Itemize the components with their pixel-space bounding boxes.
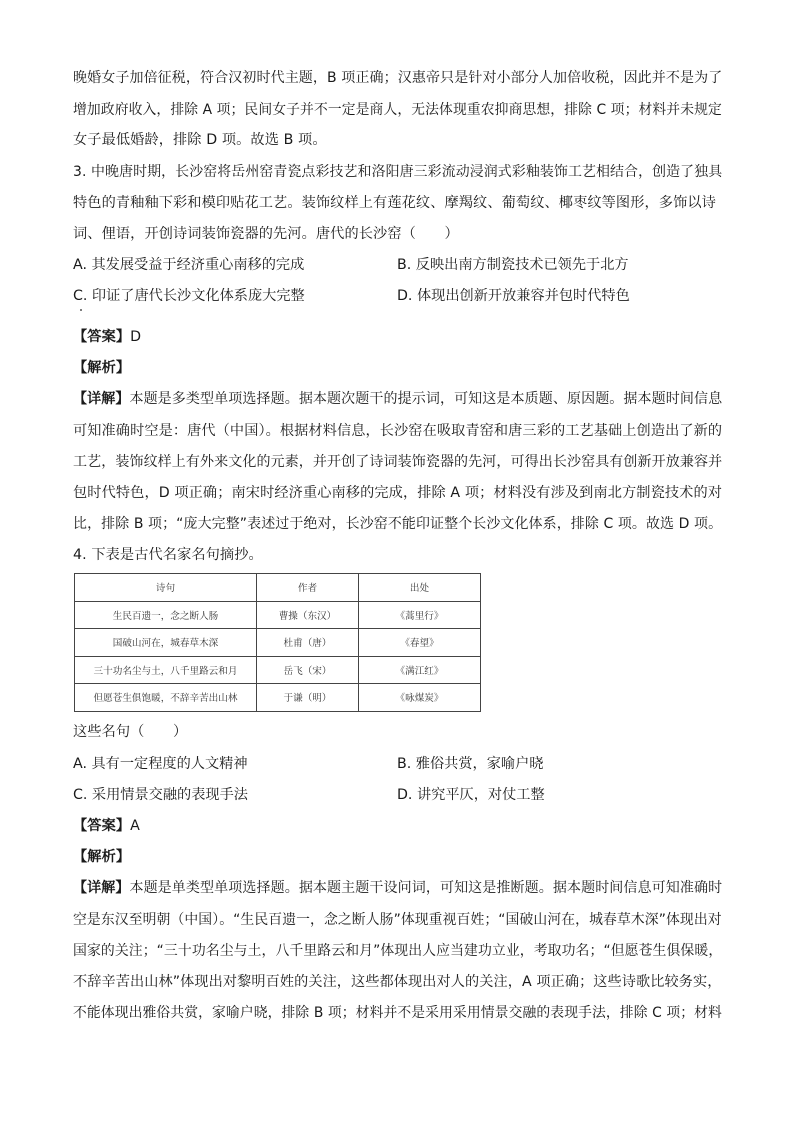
table-cell: 但愿苍生俱饱暖，不辞辛苦出山林 [75, 684, 257, 712]
question-4-detail-line: 空是东汉至明朝（中国）。“生民百遗一，念之断人肠”体现重视百姓；“国破山河在，城春草木深”体现出对 [73, 912, 722, 928]
question-3-detail-line: 工艺，装饰纹样上有外来文化的元素，并开创了诗词装饰瓷器的先河，可得出长沙窑具有创新开放兼容并 [73, 454, 723, 470]
table-cell: 杜甫（唐） [257, 629, 359, 657]
question-3-option-c: C. 印证了唐代长沙文化体系庞大完整 [73, 288, 305, 304]
question-3-detail-line: 包时代特色，D 项正确；南宋时经济重心南移的完成，排除 A 项；材料没有涉及到南北方制瓷技术的对 [73, 485, 723, 501]
text-line: 晚婚女子加倍征税，符合汉初时代主题，B 项正确；汉惠帝只是针对小部分人加倍收税，因此并不是为了 [73, 70, 723, 86]
table-cell: 于谦（明） [257, 684, 359, 712]
poems-table [74, 573, 481, 712]
table-cell: 三十功名尘与土，八千里路云和月 [75, 656, 257, 684]
table-cell: 《满江红》 [359, 656, 481, 684]
question-3-stem-line: 3. 中晚唐时期，长沙窑将岳州窑青瓷点彩技艺和洛阳唐三彩流动浸润式彩釉装饰工艺相结合，创造了独具 [73, 164, 723, 180]
question-4-detail-line: 国家的关注；“三十功名尘与土，八千里路云和月”体现出人应当建功立业，考取功名；“但愿苍生俱保暖， [73, 943, 723, 959]
text-line: 女子最低婚龄，排除 D 项。故选 B 项。 [73, 132, 327, 148]
question-4-analysis-tag [73, 847, 130, 867]
stray-dot [80, 309, 82, 311]
question-4-stem: 4. 下表是古代名家名句摘抄。 [73, 547, 263, 563]
analysis-tag: 【解析】 [73, 849, 131, 865]
answer-value: D [130, 329, 142, 345]
table-row [75, 684, 481, 712]
detail-text: 本题是单类型单项选择题。据本题主题干设问词，可知这是推断题。据本题时间信息可知准确时 [129, 880, 723, 896]
question-4-detail-line: 不辞辛苦出山林”体现出对黎明百姓的关注，这些都体现出对人的关注，A 项正确；这些诗歌比较务实， [73, 974, 722, 990]
question-3-option-b: B. 反映出南方制瓷技术已领先于北方 [397, 257, 629, 273]
detail-tag: 【详解】 [73, 880, 130, 896]
table-cell: 岳飞（宋） [257, 656, 359, 684]
answer-value: A [130, 818, 140, 834]
detail-tag: 【详解】 [73, 391, 130, 407]
text-line: 增加政府收入，排除 A 项；民间女子并不一定是商人，无法体现重农抑商思想，排除 C 项；材料并未规定 [73, 102, 722, 118]
table-cell: 生民百遗一，念之断人肠 [75, 601, 257, 629]
question-3-answer [73, 327, 141, 347]
answer-tag: 【答案】 [73, 818, 131, 834]
question-3-detail-line [73, 389, 722, 409]
question-4-answer [73, 816, 140, 836]
analysis-tag: 【解析】 [73, 360, 131, 376]
table-header-row [75, 574, 481, 602]
table-row [75, 656, 481, 684]
table-cell: 《蒿里行》 [359, 601, 481, 629]
question-3-stem-line: 词、俚语，开创诗词装饰瓷器的先河。唐代的长沙窑（ ） [73, 226, 459, 242]
question-3-stem-line: 特色的青釉釉下彩和模印贴花工艺。装饰纹样上有莲花纹、摩羯纹、葡萄纹、椰枣纹等图形，多饰以诗 [73, 195, 716, 211]
table-row [75, 601, 481, 629]
question-3-option-d: D. 体现出创新开放兼容并包时代特色 [397, 288, 630, 304]
table-header: 出处 [359, 574, 481, 602]
table-cell: 《咏煤炭》 [359, 684, 481, 712]
table-header: 诗句 [75, 574, 257, 602]
question-4-option-a: A. 具有一定程度的人文精神 [73, 756, 248, 772]
question-3-option-a: A. 其发展受益于经济重心南移的完成 [73, 257, 305, 273]
question-3-detail-line: 比，排除 B 项；“庞大完整”表述过于绝对，长沙窑不能印证整个长沙文化体系，排除 C 项。故选 D 项。 [73, 516, 723, 532]
question-3-analysis-tag [73, 358, 130, 378]
question-4-question: 这些名句（ ） [73, 724, 188, 740]
question-4-option-d: D. 讲究平仄，对仗工整 [397, 787, 545, 803]
question-4-option-c: C. 采用情景交融的表现手法 [73, 787, 248, 803]
question-4-detail-line [73, 878, 722, 898]
answer-tag: 【答案】 [73, 329, 131, 345]
question-4-detail-line: 不能体现出雅俗共赏，家喻户晓，排除 B 项；材料并不是采用采用情景交融的表现手法，排除 C 项；材料 [73, 1005, 722, 1021]
detail-text: 本题是多类型单项选择题。据本题次题干的提示词，可知这是本质题、原因题。据本题时间信息 [129, 391, 723, 407]
question-3-detail-line: 可知准确时空是：唐代（中国）。根据材料信息，长沙窑在吸取青窑和唐三彩的工艺基础上创造出了新的 [73, 423, 723, 439]
table-cell: 《春望》 [359, 629, 481, 657]
table-cell: 曹操（东汉） [257, 601, 359, 629]
table-header: 作者 [257, 574, 359, 602]
table-cell: 国破山河在，城春草木深 [75, 629, 257, 657]
table-row [75, 629, 481, 657]
question-4-option-b: B. 雅俗共赏，家喻户晓 [397, 756, 544, 772]
